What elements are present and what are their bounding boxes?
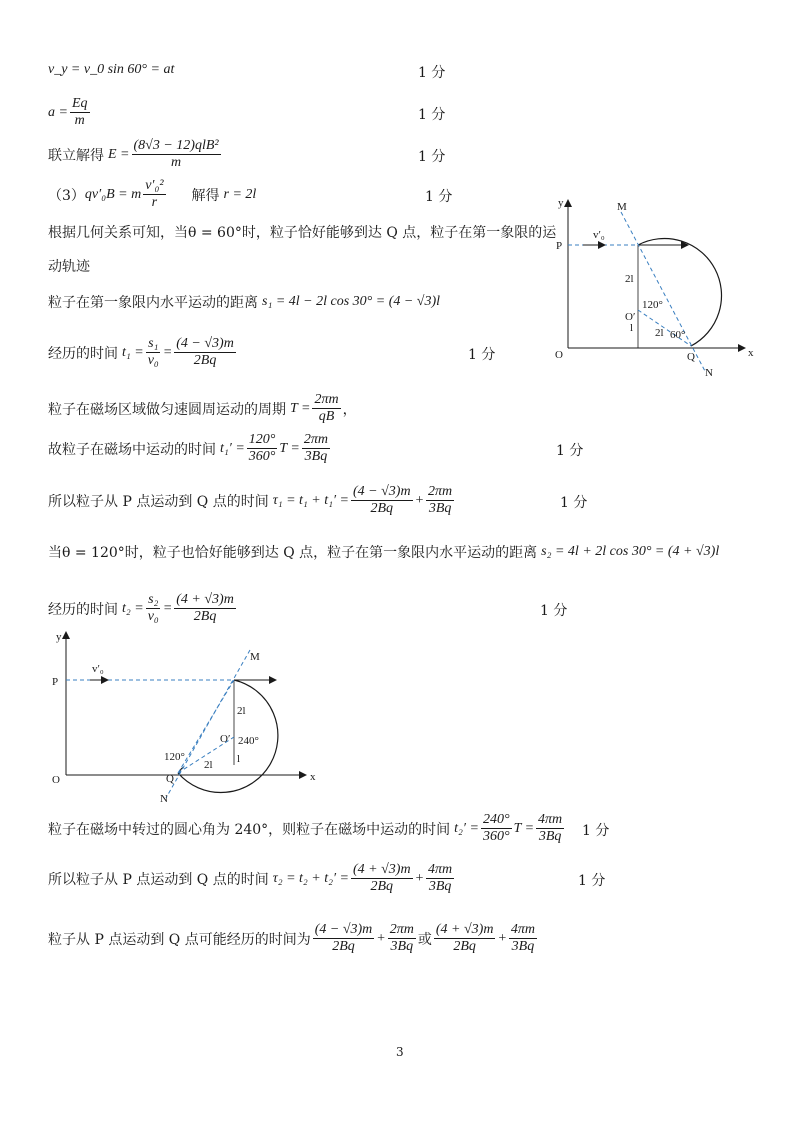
fig2-P: P — [52, 676, 59, 688]
fraction: $\frac{(4 - √3)m}{2Bq}$ — [314, 922, 373, 954]
fraction: $\frac{2\pi m}{3Bq}$ — [389, 922, 414, 954]
equation-s1: 粒子在第一象限内水平运动的距离 s₁ = 4l − 2l cos 30° = (4 − √3)l — [48, 294, 441, 311]
fig2-Oprime: O′ — [220, 733, 231, 745]
equation-t1: 经历的时间 t₁ = $\frac{\text{s₁}}{\text{v₀}}$ = $\frac{(4 - √3)m}{2Bq}$ — [48, 336, 234, 368]
fig2-y: y — [56, 631, 62, 643]
score-5: 1 分 — [468, 347, 496, 363]
fig2-len1: 2l — [237, 705, 246, 717]
fig2-len3: l — [237, 753, 241, 765]
equation-r: （3） qv′₀B = m $\frac{\text{v′₀²}}{r}$ 解得 r = 2l — [48, 178, 257, 210]
equation-t2-prime: 粒子在磁场中转过的圆心角为 240°，则粒子在磁场中运动的时间 t₂′ = $\frac{240^\circ}{360^\circ}$ T = $\frac{4\pi m}{3Bq}$ — [48, 812, 563, 844]
fraction: $\frac{2\pi m}{3Bq}$ — [428, 484, 453, 516]
score-4: 1 分 — [425, 189, 453, 205]
equation-a: a = $\frac{Eq}{m}$ — [48, 96, 88, 128]
text-geometry-120: 当θ = 120°时，粒子也恰好能够到达 Q 点，粒子在第一象限内水平运动的距离 s₂ = 4l + 2l cos 30° = (4 + √3)l — [48, 544, 720, 561]
fig2-v: v′₀ — [92, 663, 104, 675]
score-2: 1 分 — [418, 107, 446, 123]
fig1-Q: Q — [687, 351, 695, 363]
fraction: $\frac{(4 - √3)m}{2Bq}$ — [176, 336, 234, 368]
equation-tau1: 所以粒子从 P 点运动到 Q 点的时间 τ₁ = t₁ + t₁′ = $\frac{(4 - √3)m}{2Bq}$ + $\frac{2\pi m}{3Bq}$ — [48, 484, 453, 516]
equation-vy: v_y = v_0 sin 60° = at — [48, 62, 175, 77]
fig1-x: x — [748, 347, 754, 359]
score-9: 1 分 — [582, 823, 610, 839]
fig1-len3: l — [630, 322, 634, 334]
fraction: $\frac{4\pi m}{3Bq}$ — [510, 922, 536, 954]
equation-t2: 经历的时间 t₂ = $\frac{\text{s₂}}{\text{v₀}}$ = $\frac{(4 + √3)m}{2Bq}$ — [48, 592, 234, 624]
score-6: 1 分 — [556, 443, 584, 459]
figure-1-trajectory — [553, 198, 763, 378]
equation-tau2: 所以粒子从 P 点运动到 Q 点的时间 τ₂ = t₂ + t₂′ = $\frac{(4 + √3)m}{2Bq}$ + $\frac{4\pi m}{3Bq}$ — [48, 862, 453, 894]
fig1-y: y — [558, 197, 564, 209]
fig1-N: N — [705, 367, 713, 379]
fig2-x: x — [310, 771, 316, 783]
fig1-P: P — [556, 240, 563, 252]
fig2-M: M — [250, 651, 260, 663]
fig2-ang2: 240° — [238, 735, 259, 747]
fig1-len2: 2l — [655, 327, 664, 339]
fraction: $\frac{(4 + √3)m}{2Bq}$ — [176, 592, 234, 624]
page-number: 3 — [396, 1045, 404, 1059]
score-1: 1 分 — [418, 65, 446, 81]
fraction: $\frac{Eq}{m}$ — [71, 96, 88, 128]
fig2-N: N — [160, 793, 168, 805]
fraction: $\frac{240^\circ}{360^\circ}$ — [482, 812, 510, 844]
fraction: $\frac{4\pi m}{3Bq}$ — [428, 862, 453, 894]
fraction: $\frac{(4 + √3)m}{2Bq}$ — [435, 922, 494, 954]
score-10: 1 分 — [578, 873, 606, 889]
score-3: 1 分 — [418, 149, 446, 165]
figure-2-trajectory — [44, 630, 334, 808]
fraction: $\frac{(4 + √3)m}{2Bq}$ — [353, 862, 411, 894]
equation-period: 粒子在磁场区域做匀速圆周运动的周期 T = $\frac{2\pi m}{qB}$ ， — [48, 392, 357, 424]
fig2-len2: 2l — [204, 759, 213, 771]
equation-t1-prime: 故粒子在磁场中运动的时间 t₁′ = $\frac{120^\circ}{360^\circ}$ T = $\frac{2\pi m}{3Bq}$ — [48, 432, 328, 464]
fig1-len1: 2l — [625, 273, 634, 285]
fraction: $\frac{2\pi m}{3Bq}$ — [303, 432, 328, 464]
fig2-ang1: 120° — [164, 751, 185, 763]
equation-e: 联立解得 E = $\frac{\text{(8√3 − 12)qlB²}}{m}$ — [48, 138, 219, 170]
fig1-v: v′₀ — [593, 229, 605, 241]
fig1-M: M — [617, 201, 627, 213]
fig1-O: O — [555, 349, 563, 361]
equation-final: 粒子从 P 点运动到 Q 点可能经历的时间为 $\frac{(4 - √3)m}{2Bq}$ + $\frac{2\pi m}{3Bq}$ 或 $\frac{(4 + √3)m}{2Bq}$ + $\frac{4\pi m}{3Bq}$ — [48, 922, 536, 954]
fraction: $\frac{2\pi m}{qB}$ — [314, 392, 339, 424]
fig1-ang1: 120° — [642, 299, 663, 311]
text-geometry-60: 根据几何关系可知，当θ = 60°时，粒子恰好能够到达 Q 点，粒子在第一象限的运 — [48, 225, 557, 241]
fig1-Oprime: O′ — [625, 311, 636, 323]
text-trajectory: 动轨迹 — [48, 259, 90, 275]
fraction: $\frac{\text{(8√3 − 12)qlB²}}{m}$ — [133, 138, 219, 170]
fraction: $\frac{4\pi m}{3Bq}$ — [538, 812, 563, 844]
fraction: $\frac{120^\circ}{360^\circ}$ — [248, 432, 276, 464]
score-7: 1 分 — [560, 495, 588, 511]
fraction: $\frac{\text{v′₀²}}{r}$ — [145, 178, 164, 210]
fig2-Q: Q — [166, 773, 174, 785]
fig1-ang2: 60° — [670, 329, 686, 341]
fig2-O: O — [52, 774, 60, 786]
fraction: $\frac{\text{s₂}}{\text{v₀}}$ — [147, 592, 159, 624]
fraction: $\frac{(4 - √3)m}{2Bq}$ — [353, 484, 411, 516]
score-8: 1 分 — [540, 603, 568, 619]
fraction: $\frac{\text{s₁}}{\text{v₀}}$ — [147, 336, 159, 368]
